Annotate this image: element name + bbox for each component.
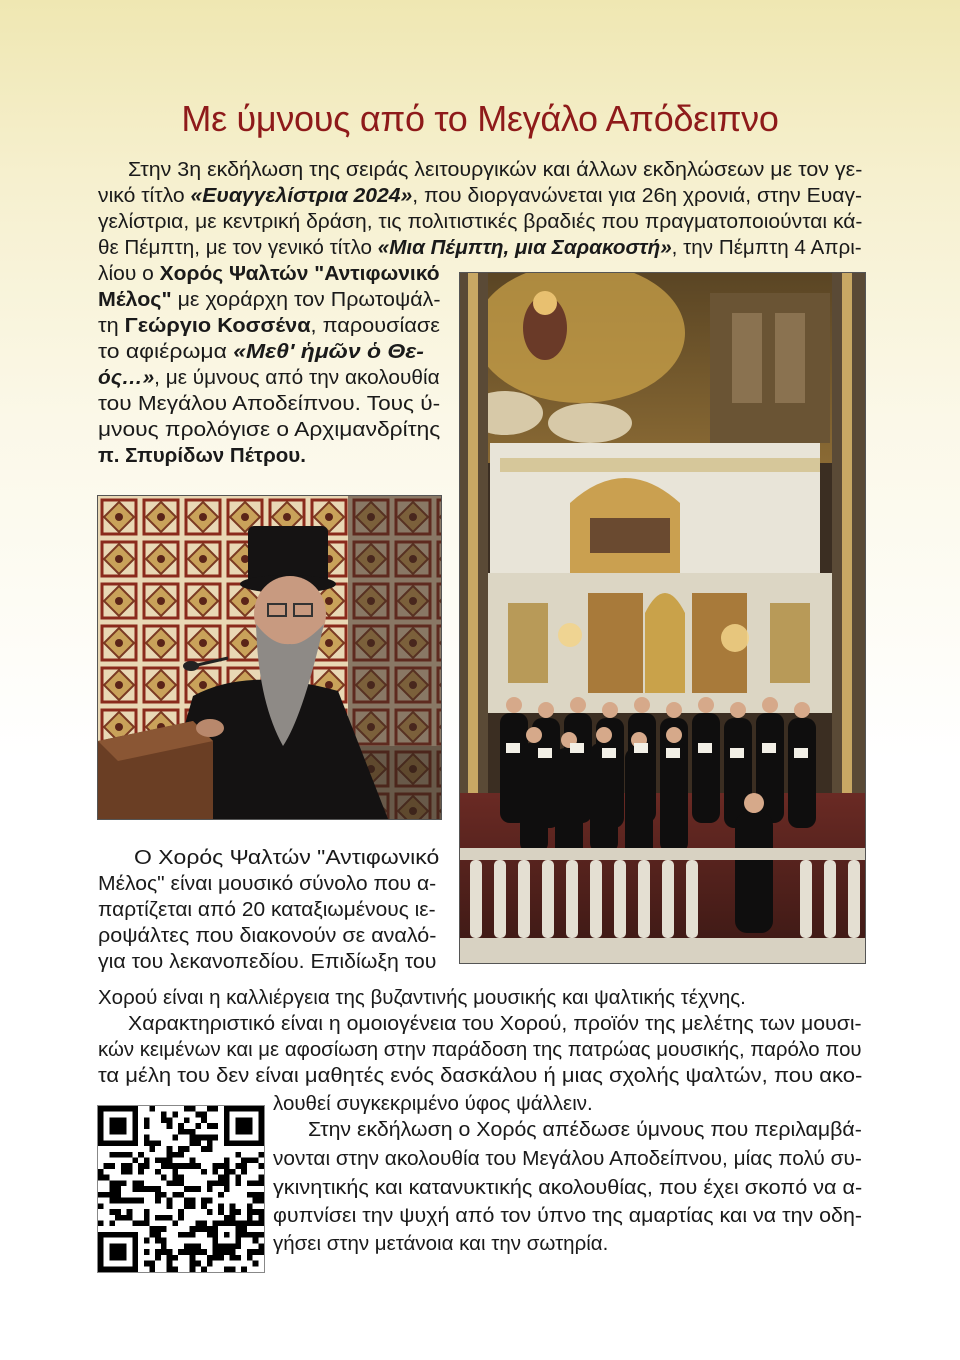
text-line: Χαρακτηριστικό είναι η ομοιογένεια του Χορού, προϊόν της μελέτης των μουσι-	[128, 1012, 862, 1035]
text-line: ός…», με ύμνους από την ακολουθία	[98, 366, 440, 389]
text-line: π. Σπυρίδων Πέτρου.	[98, 444, 306, 467]
text-line: νικό τίτλο «Ευαγγελίστρια 2024», που διοργανώνεται για 26η χρονιά, στην Ευαγ-	[98, 184, 863, 207]
text-line: του Μεγάλου Αποδείπνου. Τους ύ-	[98, 392, 441, 415]
text-line: φυπνίσει την ψυχή από τον ύπνο της αμαρτίας και να την οδη-	[273, 1204, 862, 1227]
text-line: Μέλος" με χοράρχη τον Πρωτοψάλ-	[98, 288, 441, 311]
text-line: Ο Χορός Ψαλτών "Αντιφωνικό	[134, 846, 440, 869]
text-line: Στην εκδήλωση ο Χορός απέδωσε ύμνους που περιλαμβά-	[308, 1118, 862, 1141]
text-line: γκινητικής και κατανυκτικής ακολουθίας, που έχει σκοπό να α-	[273, 1176, 863, 1199]
text-line: το αφιέρωμα «Μεθ' ἡμῶν ὁ Θε-	[98, 340, 424, 363]
text-line: λουθεί συγκεκριμένο ύφος ψάλλειν.	[273, 1092, 593, 1115]
text-line: Χορού είναι η καλλιέργεια της βυζαντινής μουσικής και ψαλτικής τέχνης.	[98, 986, 746, 1009]
text-line: για του λεκανοπεδίου. Επιδίωξη του	[98, 950, 437, 973]
text-line: τα μέλη του δεν είναι μαθητές ενός δασκάλου ή μιας σχολής ψαλτών, που ακο-	[98, 1064, 863, 1087]
qr-code[interactable]	[97, 1105, 265, 1273]
text-line: γήσει στην μετάνοια και την σωτηρία.	[273, 1232, 609, 1255]
text-line: τη Γεώργιο Κοσσένα, παρουσίασε	[98, 314, 440, 337]
choir-photo	[459, 272, 866, 964]
article-title: Με ύμνους από το Μεγάλο Απόδειπνο	[181, 98, 779, 139]
text-line: μνους προλόγισε ο Αρχιμανδρίτης	[98, 418, 441, 441]
text-line: λίου ο Χορός Ψαλτών "Αντιφωνικό	[98, 262, 440, 285]
text-line: κών κειμένων και με αφοσίωση στην παράδοση της πατρώας μουσικής, παρόλο που	[98, 1038, 862, 1061]
text-line: θε Πέμπτη, με τον γενικό τίτλο «Μια Πέμπτη, μια Σαρακοστή», την Πέμπτη 4 Απρι-	[98, 236, 862, 259]
text-line: γελίστρια, με κεντρική δράση, τις πολιτιστικές βραδιές που πραγματοποιούνται κά-	[98, 210, 863, 233]
text-line: Στην 3η εκδήλωση της σειράς λειτουργικών και άλλων εκδηλώσεων με τον γε-	[128, 158, 863, 181]
priest-photo	[97, 495, 442, 820]
text-line: παρτίζεται από 20 καταξιωμένους ιε-	[98, 898, 436, 921]
text-line: Μέλος" είναι μουσικό σύνολο που α-	[98, 872, 437, 895]
text-line: ροψάλτες που διακονούν σε αναλό-	[98, 924, 437, 947]
text-line: νονται στην ακολουθία του Μεγάλου Αποδείπνου, μίας πολύ συ-	[273, 1147, 862, 1170]
